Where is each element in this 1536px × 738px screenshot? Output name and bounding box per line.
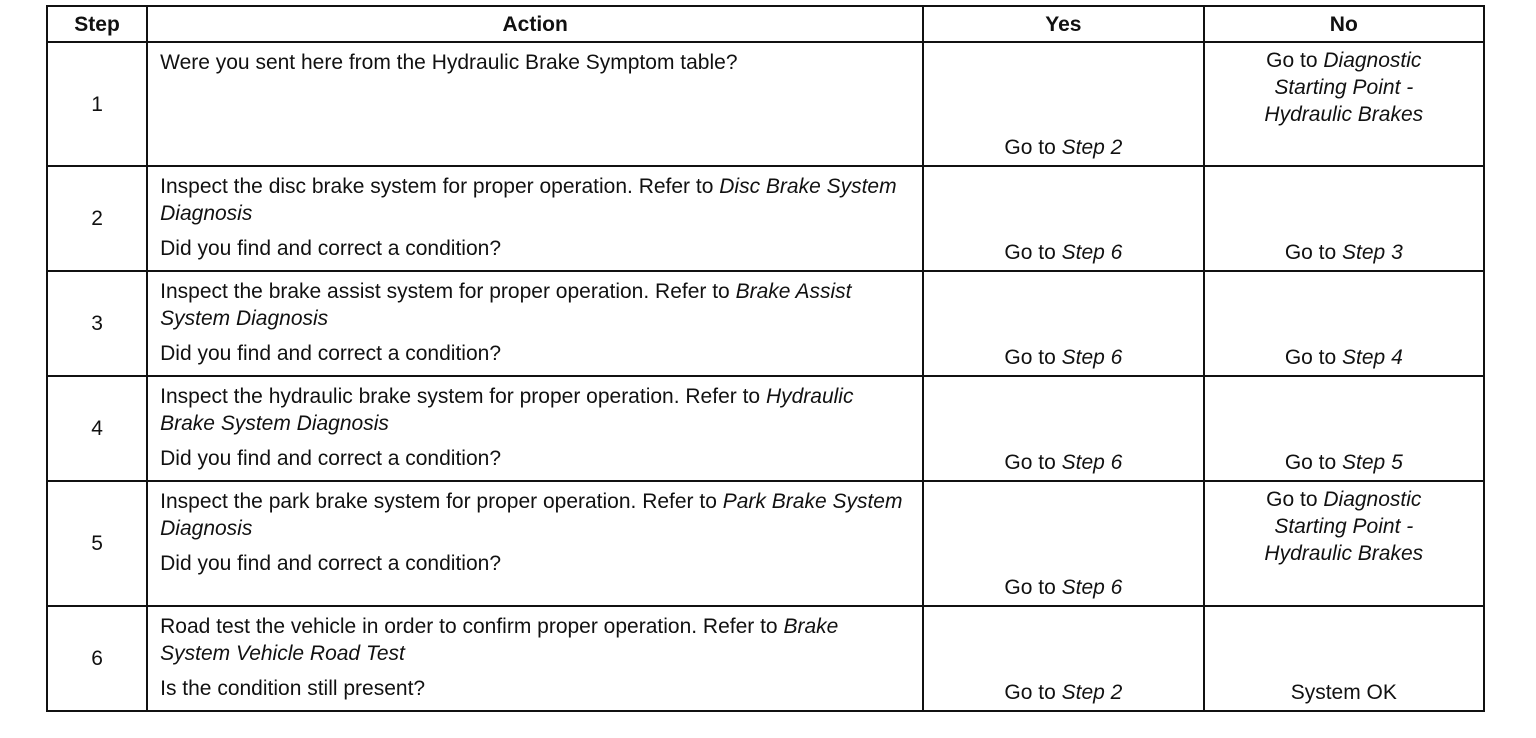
header-no: No — [1204, 6, 1484, 42]
no-link[interactable]: Step 5 — [1342, 451, 1403, 474]
action-cell — [147, 606, 923, 711]
reference-link[interactable]: Brake System Vehicle Road Test — [160, 615, 839, 665]
table-row — [47, 481, 1484, 606]
reference-link[interactable]: Park Brake System Diagnosis — [160, 490, 903, 540]
no-prefix: Go to — [1266, 49, 1324, 72]
reference-link[interactable]: Brake Assist System Diagnosis — [160, 280, 852, 330]
table-row — [47, 376, 1484, 481]
header-step: Step — [47, 6, 147, 42]
action-question: Is the condition still present? — [160, 677, 426, 700]
yes-link[interactable]: Step 6 — [1061, 241, 1123, 264]
no-link[interactable]: Diagnostic Starting Point - Hydraulic Brakes — [1264, 49, 1424, 126]
action-text: Were you sent here from the Hydraulic Brake Symptom table? — [160, 51, 738, 74]
step-number: 2 — [47, 166, 147, 271]
yes-prefix: Go to — [1004, 136, 1062, 159]
header-action: Action — [147, 6, 923, 42]
yes-cell — [923, 271, 1203, 376]
yes-prefix: Go to — [1004, 576, 1062, 599]
yes-link[interactable]: Step 6 — [1061, 576, 1123, 599]
yes-link[interactable]: Step 2 — [1061, 136, 1123, 159]
yes-link[interactable]: Step 6 — [1061, 451, 1123, 474]
step-number: 6 — [47, 606, 147, 711]
action-question: Did you find and correct a condition? — [160, 447, 501, 470]
table-row — [47, 606, 1484, 711]
action-cell — [147, 166, 923, 271]
table-row — [47, 271, 1484, 376]
header-yes: Yes — [923, 6, 1203, 42]
action-question: Did you find and correct a condition? — [160, 342, 501, 365]
action-cell — [147, 481, 923, 606]
no-link[interactable]: Step 3 — [1342, 241, 1403, 264]
no-prefix: Go to — [1284, 451, 1343, 474]
no-cell — [1204, 166, 1484, 271]
no-prefix: Go to — [1284, 241, 1343, 264]
yes-prefix: Go to — [1004, 681, 1062, 704]
action-question: Did you find and correct a condition? — [160, 552, 501, 575]
table-row — [47, 42, 1484, 166]
yes-cell — [923, 42, 1203, 166]
step-number: 3 — [47, 271, 147, 376]
yes-cell — [923, 481, 1203, 606]
no-cell — [1204, 376, 1484, 481]
yes-prefix: Go to — [1004, 346, 1062, 369]
no-cell — [1204, 606, 1484, 711]
no-cell — [1204, 481, 1484, 606]
reference-link[interactable]: Disc Brake System Diagnosis — [160, 175, 897, 225]
step-number: 1 — [47, 42, 147, 166]
no-cell — [1204, 42, 1484, 166]
yes-prefix: Go to — [1004, 451, 1062, 474]
table-row — [47, 166, 1484, 271]
action-text: Inspect the hydraulic brake system for proper operation. Refer to Hydraulic Brake System Diagnosis — [160, 385, 854, 435]
action-text: Inspect the park brake system for proper operation. Refer to Park Brake System Diagnosis — [160, 490, 903, 540]
no-link[interactable]: Diagnostic Starting Point - Hydraulic Brakes — [1264, 488, 1424, 565]
no-cell — [1204, 271, 1484, 376]
action-text: Road test the vehicle in order to confirm proper operation. Refer to Brake System Vehicle Road Test — [160, 615, 839, 665]
step-number: 5 — [47, 481, 147, 606]
reference-link[interactable]: Hydraulic Brake System Diagnosis — [160, 385, 854, 435]
diagnostic-table — [46, 5, 1485, 712]
yes-cell — [923, 166, 1203, 271]
yes-prefix: Go to — [1004, 241, 1062, 264]
action-cell — [147, 376, 923, 481]
action-text: Inspect the disc brake system for proper operation. Refer to Disc Brake System Diagnosis — [160, 175, 897, 225]
action-question: Did you find and correct a condition? — [160, 237, 501, 260]
no-prefix: Go to — [1284, 346, 1343, 369]
no-prefix: Go to — [1266, 488, 1324, 511]
action-cell — [147, 42, 923, 166]
diagnostic-table-page — [46, 5, 1485, 712]
action-cell — [147, 271, 923, 376]
yes-link[interactable]: Step 6 — [1061, 346, 1123, 369]
yes-cell — [923, 376, 1203, 481]
no-result: System OK — [1290, 681, 1397, 704]
no-link[interactable]: Step 4 — [1342, 346, 1403, 369]
yes-link[interactable]: Step 2 — [1061, 681, 1123, 704]
yes-cell — [923, 606, 1203, 711]
table-header-row — [47, 6, 1484, 42]
action-text: Inspect the brake assist system for proper operation. Refer to Brake Assist System Diagnosis — [160, 280, 852, 330]
step-number: 4 — [47, 376, 147, 481]
